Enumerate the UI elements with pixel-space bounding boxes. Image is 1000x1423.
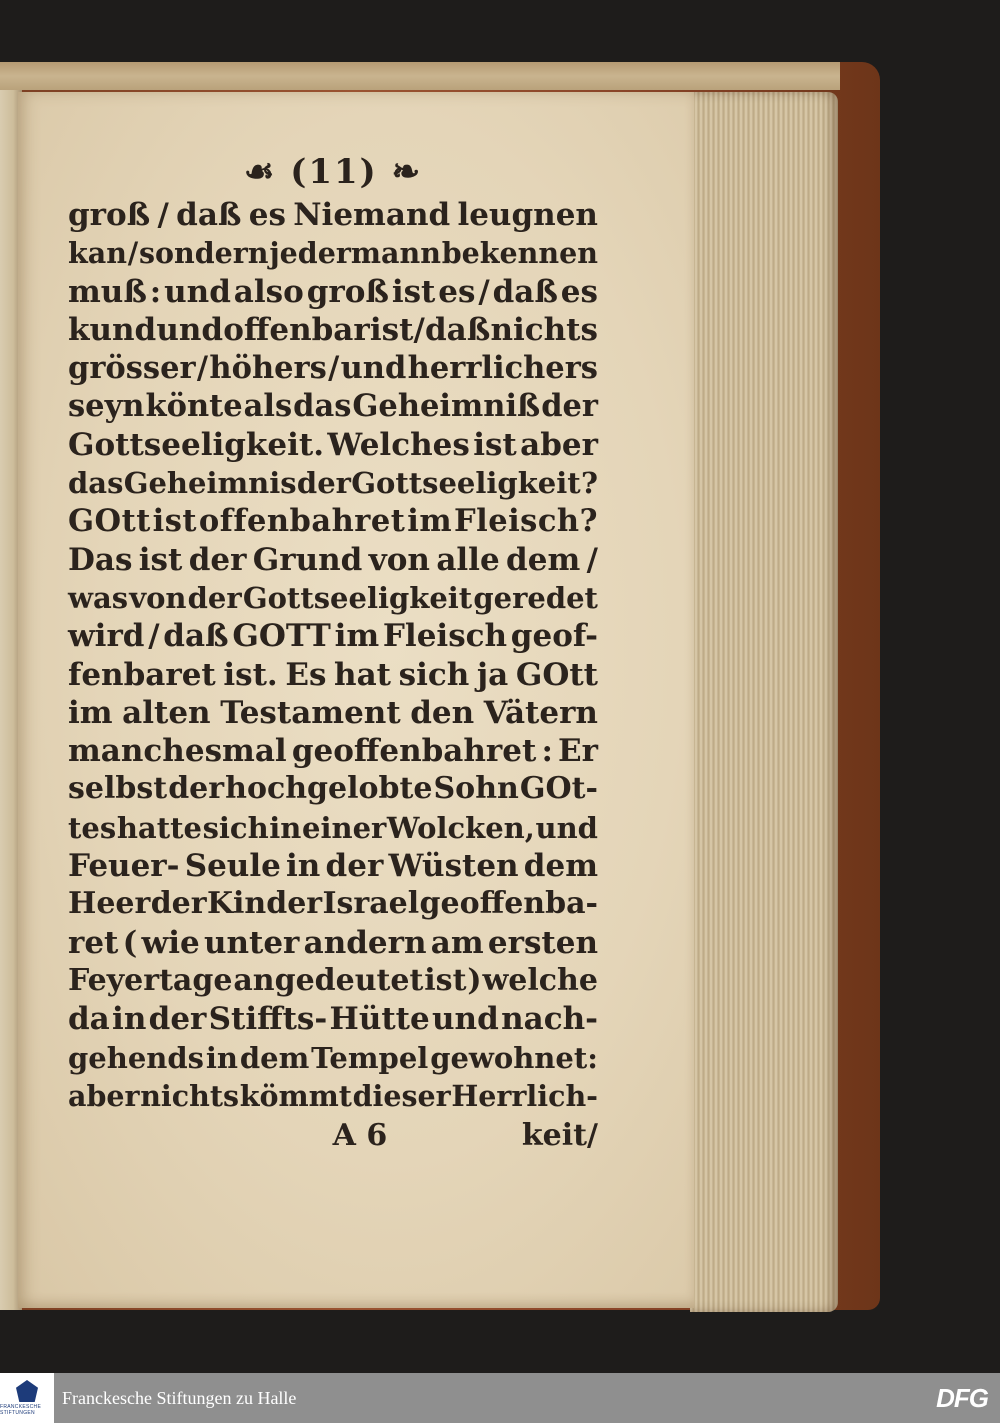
text-line: selbst der hochgelobte Sohn GOt-	[68, 771, 598, 807]
text-line: kan / sondern jedermann bekennen	[68, 236, 598, 271]
dfg-logo: DFG	[936, 1382, 988, 1413]
foundation-logo	[0, 1373, 54, 1423]
header-ornament-left: ☙	[243, 152, 277, 192]
text-line: aber nichts kömmt dieser Herrlich-	[68, 1078, 598, 1113]
text-line: GOtt ist offenbahret im Fleisch?	[68, 503, 598, 540]
text-line: groß / daß es Niemand leugnen	[68, 197, 598, 233]
text-line: grösser / höhers / und herrlichers	[68, 350, 598, 387]
text-line: Heer der Kinder Israel geoffenba-	[68, 886, 598, 922]
text-line: manchesmal geoffenbahret : Er	[68, 733, 598, 770]
book-top-edge	[0, 62, 840, 90]
catchword: keit/	[521, 1118, 598, 1154]
text-line: tes hatte sich in einer Wolcken, und	[68, 810, 598, 845]
text-line: Feuer- Seule in der Wüsten dem	[68, 848, 598, 885]
page-footer-line	[68, 1117, 598, 1155]
foundation-logo-text: FRANCKESCHE STIFTUNGEN	[0, 1404, 42, 1416]
text-line: Feyertage angedeutet ist ) welche	[68, 962, 598, 998]
text-line: fenbaret ist. Es hat sich ja GOtt	[68, 656, 598, 693]
footer-bar	[0, 1373, 1000, 1423]
text-line: seyn könte als das Geheimniß der	[68, 388, 598, 425]
text-line: muß : und also groß ist es / daß es	[68, 273, 598, 310]
text-line: da in der Stiffts- Hütte und nach-	[68, 1001, 598, 1038]
text-line: kund und offenbar ist / daß nichts	[68, 311, 598, 348]
text-lines	[68, 196, 598, 1115]
text-line: was von der Gottseeligkeit geredet	[68, 580, 598, 615]
text-line: gehends in dem Tempel gewohnet:	[68, 1040, 598, 1075]
text-line: Das ist der Grund von alle dem /	[68, 541, 598, 578]
header-ornament-right: ❧	[391, 152, 423, 192]
text-line: im alten Testament den Vätern	[68, 694, 598, 731]
page-text	[68, 152, 598, 1155]
signature-mark: A 6	[332, 1118, 388, 1154]
page-number: (11)	[290, 152, 378, 192]
institution-name: Franckesche Stiftungen zu Halle	[62, 1387, 297, 1408]
text-line: ret ( wie unter andern am ersten	[68, 924, 598, 961]
page-number-header	[68, 152, 598, 196]
text-line: wird / daß GOTT im Fleisch geof-	[68, 618, 598, 655]
page-stack-edge	[690, 92, 838, 1312]
foundation-logo-icon	[16, 1380, 38, 1402]
text-line: Gottseeligkeit. Welches ist aber	[68, 426, 598, 463]
text-line: das Geheimnis der Gottseeligkeit ?	[68, 466, 598, 501]
book-page	[18, 92, 694, 1308]
